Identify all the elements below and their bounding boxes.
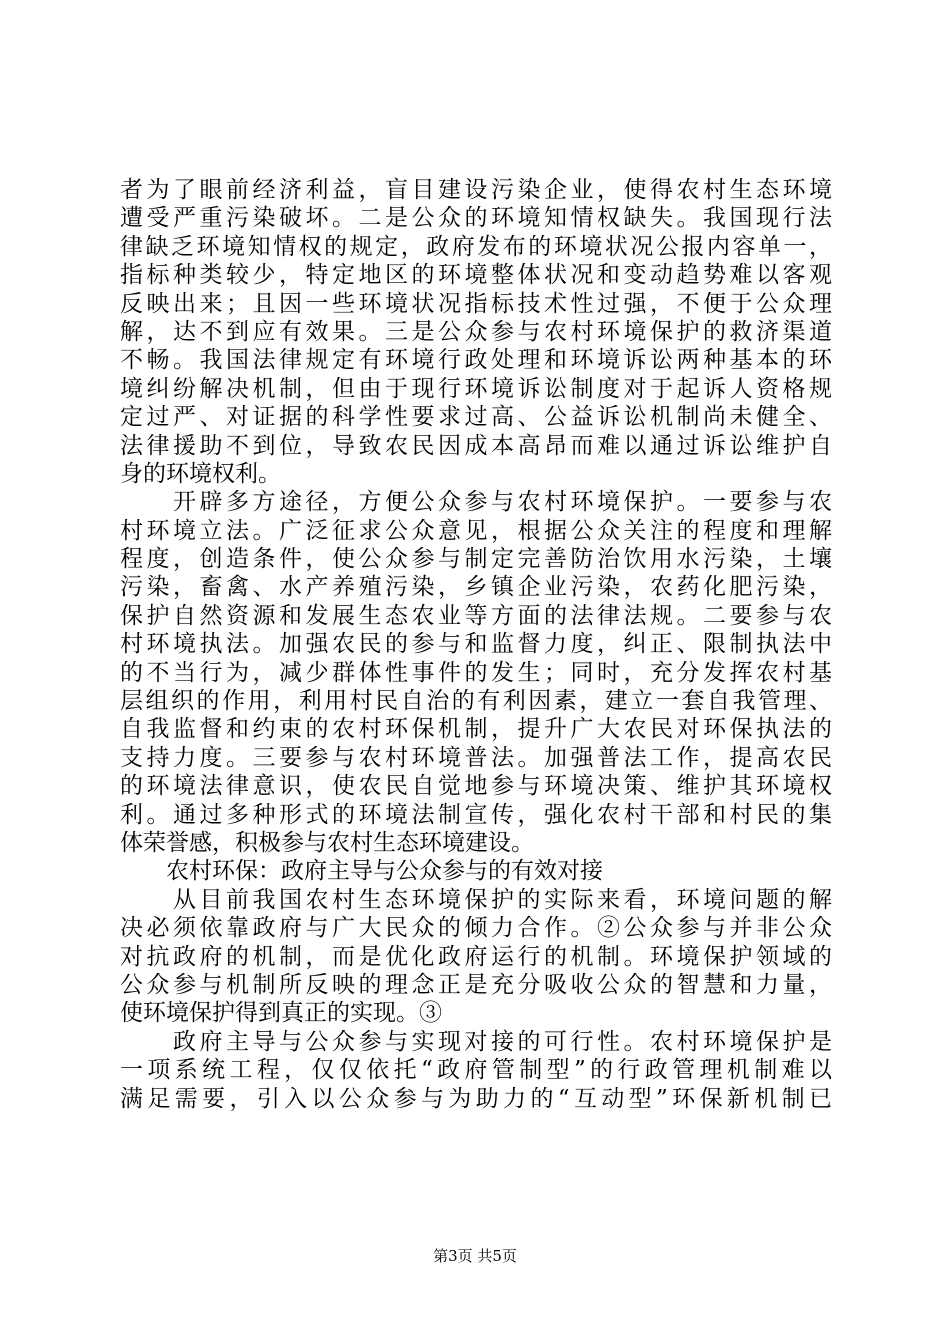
text-line: 解，达不到应有效果。三是公众参与农村环境保护的救济渠道 bbox=[120, 318, 832, 345]
text-line: 利。通过多种形式的环境法制宣传，强化农村干部和村民的集 bbox=[120, 801, 832, 828]
text-line: 体荣誉感，积极参与农村生态环境建设。 bbox=[120, 829, 534, 856]
text-line: 法律援助不到位，导致农民因成本高昂而难以通过诉讼维护自 bbox=[120, 432, 832, 459]
text-line: 村环境立法。广泛征求公众意见，根据公众关注的程度和理解 bbox=[120, 517, 832, 544]
text-line: 公众参与机制所反映的理念正是充分吸收公众的智慧和力量， bbox=[120, 971, 832, 998]
text-line: 定过严、对证据的科学性要求过高、公益诉讼机制尚未健全、 bbox=[120, 404, 832, 431]
text-line: 村环境执法。加强农民的参与和监督力度，纠正、限制执法中 bbox=[120, 631, 832, 658]
text-line: 指标种类较少，特定地区的环境整体状况和变动趋势难以客观 bbox=[120, 262, 832, 289]
text-line: 的环境法律意识，使农民自觉地参与环境决策、维护其环境权 bbox=[120, 773, 832, 800]
text-line: 支持力度。三要参与农村环境普法。加强普法工作，提高农民 bbox=[120, 744, 832, 771]
text-line: 的不当行为，减少群体性事件的发生；同时，充分发挥农村基 bbox=[120, 659, 832, 686]
text-line: 污染，畜禽、水产养殖污染，乡镇企业污染，农药化肥污染， bbox=[120, 574, 832, 601]
text-line: 自我监督和约束的农村环保机制，提升广大农民对环保执法的 bbox=[120, 716, 832, 743]
text-line: 一项系统工程，仅仅依托“政府管制型”的行政管理机制难以 bbox=[120, 1057, 832, 1084]
text-line: 使环境保护得到真正的实现。③ bbox=[120, 1000, 442, 1027]
text-line: 境纠纷解决机制，但由于现行环境诉讼制度对于起诉人资格规 bbox=[120, 375, 832, 402]
text-line: 身的环境权利。 bbox=[120, 460, 281, 487]
text-line: 层组织的作用，利用村民自治的有利因素，建立一套自我管理、 bbox=[120, 688, 832, 715]
text-line: 保护自然资源和发展生态农业等方面的法律法规。二要参与农 bbox=[120, 602, 832, 629]
text-line: 从目前我国农村生态环境保护的实际来看，环境问题的解 bbox=[120, 886, 832, 913]
text-line: 不畅。我国法律规定有环境行政处理和环境诉讼两种基本的环 bbox=[120, 347, 832, 374]
text-line: 反映出来；且因一些环境状况指标技术性过强，不便于公众理 bbox=[120, 290, 832, 317]
text-line: 对抗政府的机制，而是优化政府运行的机制。环境保护领域的 bbox=[120, 943, 832, 970]
text-line: 者为了眼前经济利益，盲目建设污染企业，使得农村生态环境 bbox=[120, 177, 832, 203]
text-line: 农村环保：政府主导与公众参与的有效对接 bbox=[120, 858, 603, 885]
text-line: 律缺乏环境知情权的规定，政府发布的环境状况公报内容单一， bbox=[120, 233, 832, 260]
text-line: 开辟多方途径，方便公众参与农村环境保护。一要参与农 bbox=[120, 489, 832, 516]
text-line: 遭受严重污染破坏。二是公众的环境知情权缺失。我国现行法 bbox=[120, 205, 832, 232]
text-line: 政府主导与公众参与实现对接的可行性。农村环境保护是 bbox=[120, 1028, 832, 1055]
text-line: 程度，创造条件，使公众参与制定完善防治饮用水污染，土壤 bbox=[120, 546, 832, 573]
text-line: 决必须依靠政府与广大民众的倾力合作。②公众参与并非公众 bbox=[120, 915, 832, 942]
text-line: 满足需要，引入以公众参与为助力的“互动型”环保新机制已 bbox=[120, 1085, 832, 1112]
page-footer: 第3页 共5页 bbox=[433, 1247, 517, 1265]
body-text bbox=[120, 176, 832, 1113]
